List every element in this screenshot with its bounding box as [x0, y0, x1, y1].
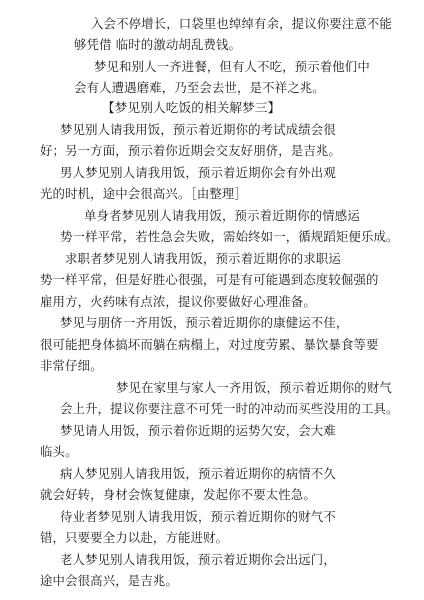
text-line: 男人梦见别人请我用饭，预示着近期你会有外出观: [60, 165, 336, 180]
text-line: 求职者梦见别人请我用饭，预示着近期你的求职运: [65, 251, 341, 266]
text-line: 很可能把身体搞坏而躺在病榻上，对过度劳累、暴饮暴食等要: [40, 337, 379, 352]
text-line: 非常仔细。: [40, 358, 103, 373]
text-line: 临头。: [40, 444, 78, 459]
text-line: 病人梦见别人请我用饭，预示着近期你的病情不久: [60, 466, 336, 481]
text-line: 势一样平常，但是好胜心很强，可是有可能遇到态度较倔强的: [40, 272, 379, 287]
text-line: 梦见与朋侪一齐用饭，预示着近期你的康健运不佳，: [60, 315, 349, 330]
section-heading: 【梦见别人吃饭的相关解梦三】: [102, 100, 281, 115]
text-line: 会有人遭遇磨难，乃至会去世，是不祥之兆。: [74, 80, 325, 95]
text-line: 会上升，提议你要注意不可凭一时的冲动而买些没用的工具。: [60, 401, 399, 416]
text-line: 入会不停增长，口袋里也绰绰有余，提议你要注意不能: [91, 16, 392, 31]
text-line: 梦见请人用饭，预示着你近期的运势欠安，会大难: [60, 423, 336, 438]
text-line: 就会好转，身材会恢复健康，发起你不要太性急。: [40, 487, 316, 502]
text-line: 雇用方，火药味有点浓，提议你要做好心理准备。: [40, 294, 316, 309]
text-line: 错，只要要全力以赴，方能进财。: [40, 530, 229, 545]
text-line: 梦见在家里与家人一齐用饭，预示着近期你的财气: [116, 380, 392, 395]
text-line: 好；另一方面，预示着你近期会交友好朋侪，是吉兆。: [40, 143, 341, 158]
text-line: 光的时机，途中会很高兴。［由整理］: [40, 186, 247, 201]
text-line: 待业者梦见别人请我用饭，预示着近期你的财气不: [60, 509, 336, 524]
text-line: 单身者梦见别人请我用饭，预示着近期你的情感运: [84, 208, 360, 223]
text-line: 老人梦见别人请我用饭，预示着近期你会出远门，: [60, 552, 336, 567]
text-line: 梦见和别人一齐进餐，但有人不吃，预示着他们中: [94, 59, 370, 74]
text-line: 势一样平常，若性急会失败，需始终如一，循规蹈矩便乐成。: [60, 229, 399, 244]
text-line: 途中会很高兴，是吉兆。: [40, 573, 178, 588]
text-line: 梦见别人请我用饭，预示着近期你的考试成绩会很: [60, 122, 336, 137]
text-line: 够凭借 临时的激动胡乱费钱。: [74, 37, 242, 52]
